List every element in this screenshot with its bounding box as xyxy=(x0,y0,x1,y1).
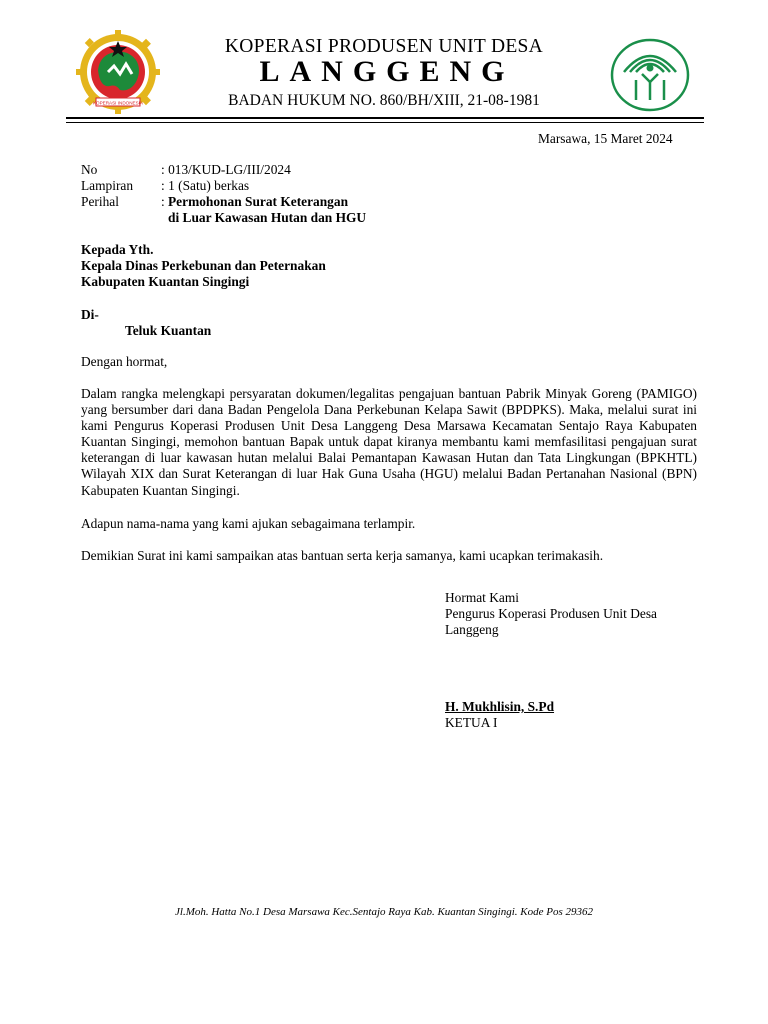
recipient-line-3: Kabupaten Kuantan Singingi xyxy=(81,274,250,289)
footer-address: Jl.Moh. Hatta No.1 Desa Marsawa Kec.Sentajo Raya Kab. Kuantan Singingi. Kode Pos 29362 xyxy=(175,906,593,918)
perihal-line-1: Permohonan Surat Keterangan xyxy=(168,194,349,209)
signatory-name: H. Mukhlisin, S.Pd xyxy=(445,699,555,714)
letterhead-rule-thin xyxy=(66,122,704,123)
perihal-colon: : xyxy=(161,194,165,209)
body-paragraph-2: Adapun nama-nama yang kami ajukan sebagaimana terlampir. xyxy=(81,516,416,531)
legal-registration: BADAN HUKUM NO. 860/BH/XIII, 21-08-1981 xyxy=(228,92,540,109)
emblem-banner-text: KOPERASI INDONESIA xyxy=(92,100,144,106)
date-line: Marsawa, 15 Maret 2024 xyxy=(538,131,673,146)
signature-org-name: Langgeng xyxy=(445,622,499,637)
lampiran-label: Lampiran xyxy=(81,178,134,193)
org-short-name: LANGGENG xyxy=(259,55,515,88)
perihal-line-2: di Luar Kawasan Hutan dan HGU xyxy=(168,210,367,225)
body-paragraph-1: Dalam rangka melengkapi persyaratan dokumen/legalitas pengajuan bantuan Pabrik Minyak Goreng (PAMIGO) yang bersumber dari dana Badan Pengelola Dana Perkebunan Kelapa Sawit (BPDPKS). Maka, melalui surat ini kami Pengurus Koperasi Produsen Unit Desa Langgeng Desa Marsawa Kecamatan Sentajo Raya Kabupaten Kuantan Singingi, memohon bantuan Bapak untuk dapat kiranya membantu kami memfasilitasi pengajuan surat keterangan di luar kawasan hutan melalui Balai Pemantapan Kawasan Hutan dan Tata Lingkungan (BPKHTL) Wilayah XIX dan Surat Keterangan di luar Hak Guna Usaha (HGU) melalui Badan Pertanahan Nasional (BPN) Kabupaten Kuantan Singingi. xyxy=(81,386,697,498)
no-value: : 013/KUD-LG/III/2024 xyxy=(161,162,291,177)
letterhead-rule-thick xyxy=(66,117,704,119)
recipient-place: Teluk Kuantan xyxy=(125,323,212,338)
salutation: Dengan hormat, xyxy=(81,354,168,369)
no-label: No xyxy=(81,162,98,177)
recipient-line-2: Kepala Dinas Perkebunan dan Peternakan xyxy=(81,258,326,273)
recipient-line-1: Kepada Yth. xyxy=(81,242,154,257)
recipient-di: Di- xyxy=(81,307,99,322)
lampiran-value: : 1 (Satu) berkas xyxy=(161,178,250,193)
signatory-title: KETUA I xyxy=(445,715,498,730)
signature-org: Pengurus Koperasi Produsen Unit Desa xyxy=(445,606,657,621)
signature-greeting: Hormat Kami xyxy=(445,590,520,605)
perihal-label: Perihal xyxy=(81,194,119,209)
org-name: KOPERASI PRODUSEN UNIT DESA xyxy=(224,36,544,57)
closing-sentence: Demikian Surat ini kami sampaikan atas bantuan serta kerja samanya, kami ucapkan terimakasih. xyxy=(81,548,604,563)
